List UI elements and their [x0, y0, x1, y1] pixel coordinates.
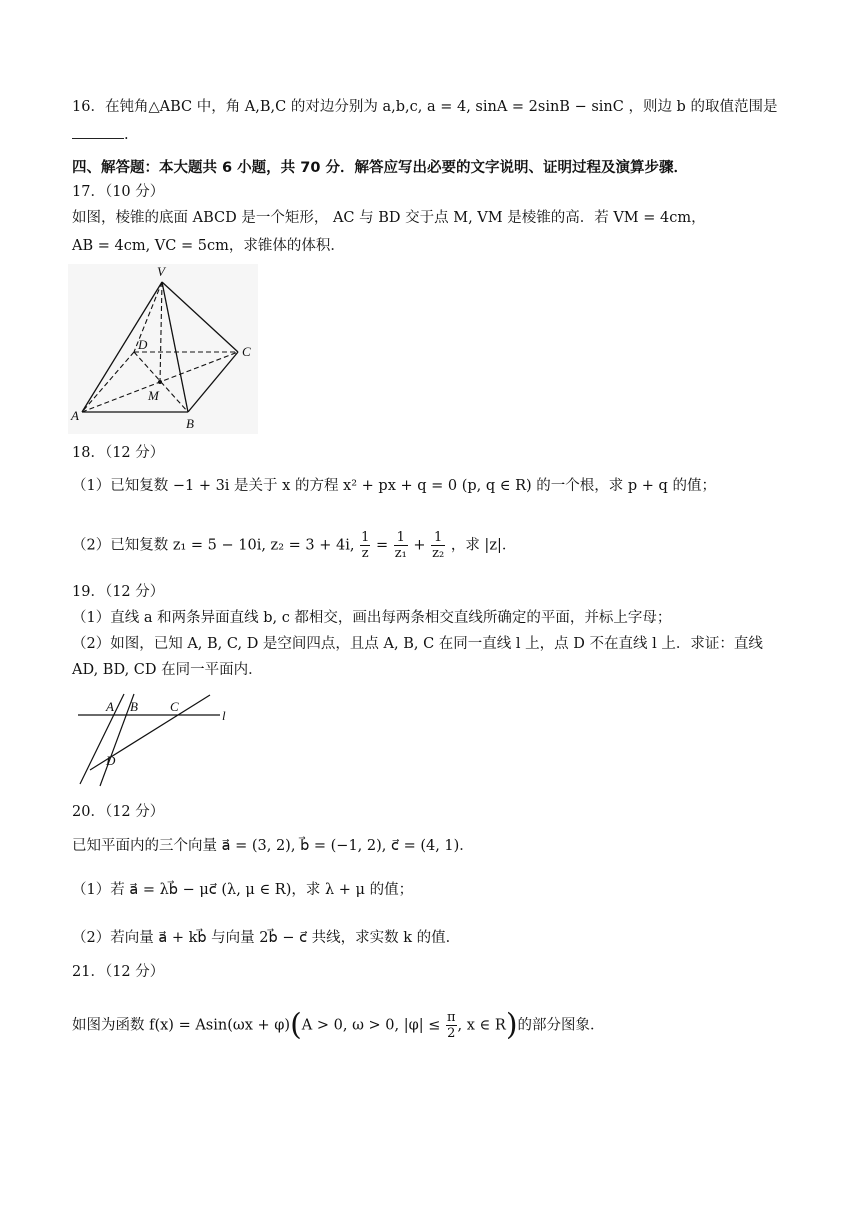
fraction-pi-over-2 [446, 1010, 457, 1041]
fraction-1-over-z [360, 530, 370, 561]
label-B: B [130, 699, 138, 714]
frac-den: z [361, 546, 369, 561]
section-heading: 四、解答题：本大题共 6 小题，共 70 分．解答应写出必要的文字说明、证明过程及演算步骤． [72, 160, 688, 176]
q18-head: 18．（12 分） [72, 445, 165, 461]
label-A: A [71, 408, 79, 423]
q18-part2-pre: （2）已知复数 z₁ = 5 − 10i, z₂ = 3 + 4i, [72, 537, 355, 554]
paren-close: ) [505, 1007, 518, 1043]
q19-part1: （1）直线 a 和两条异面直线 b, c 都相交，画出每两条相交直线所确定的平面，并标上字母； [72, 610, 672, 626]
frac-den: z₂ [432, 546, 445, 561]
q21-condition-pre: A > 0, ω > 0, |φ| ≤ [301, 1017, 441, 1034]
q16-tail: . [124, 127, 129, 143]
q19-head: 19．（12 分） [72, 584, 165, 600]
fraction-1-over-z1 [394, 530, 408, 561]
q21-head: 21．（12 分） [72, 964, 165, 980]
q20-head: 20．（12 分） [72, 804, 165, 820]
frac-num: 1 [394, 530, 408, 546]
frac-den: z₁ [394, 546, 407, 561]
q16-statement: 16．在钝角△ABC 中，角 A,B,C 的对边分别为 a,b,c, a = 4, sinA = 2sinB − sinC ，则边 b 的取值范围是 [72, 99, 778, 115]
q17-line2: AB = 4cm, VC = 5cm，求锥体的体积． [72, 238, 345, 254]
frac-num: π [447, 1010, 456, 1025]
q21-statement [72, 1007, 605, 1043]
label-B: B [186, 416, 194, 431]
label-D: D [138, 337, 148, 352]
label-V: V [157, 264, 165, 279]
q17-line1: 如图，棱锥的底面 ABCD 是一个矩形， AC 与 BD 交于点 M, VM 是棱锥的高．若 VM = 4cm， [72, 210, 706, 226]
label-l: l [222, 708, 226, 723]
label-A: A [106, 699, 114, 714]
answer-blank[interactable] [72, 124, 124, 139]
label-M: M [148, 388, 159, 403]
q21-function: 如图为函数 f(x) = Asin(ωx + φ) [72, 1017, 291, 1034]
q20-part2: （2）若向量 a⃗ + kb⃗ 与向量 2b⃗ − c⃗ 共线，求实数 k 的值． [72, 930, 461, 946]
q16-answer-line [72, 124, 129, 145]
frac-num: 1 [361, 530, 370, 545]
q20-part1: （1）若 a⃗ = λb⃗ − μc⃗ (λ, μ ∈ R)，求 λ + μ 的值； [72, 882, 414, 898]
q21-condition-post: , x ∈ R [457, 1017, 506, 1034]
q18-part2-post: ，求 |z|． [450, 537, 517, 554]
q20-intro: 已知平面内的三个向量 a⃗ = (3, 2), b⃗ = (−1, 2), c⃗ = (4, 1)． [72, 838, 474, 854]
q19-part2-line1: （2）如图，已知 A, B, C, D 是空间四点，且点 A, B, C 在同一直线 l 上，点 D 不在直线 l 上．求证：直线 [72, 636, 763, 652]
lines-figure [72, 690, 242, 790]
paren-open: ( [290, 1007, 302, 1043]
point-M [158, 380, 162, 384]
label-D: D [106, 753, 116, 768]
q18-part1: （1）已知复数 −1 + 3i 是关于 x 的方程 x² + px + q = 0 (p, q ∈ R) 的一个根，求 p + q 的值； [72, 478, 716, 494]
label-C: C [242, 344, 251, 359]
frac-den: 2 [447, 1026, 456, 1041]
q21-tail: 的部分图象． [517, 1017, 605, 1034]
frac-num: 1 [431, 530, 445, 546]
q19-part2-line2: AD, BD, CD 在同一平面内． [72, 662, 263, 678]
fraction-1-over-z2 [431, 530, 445, 561]
q17-head: 17．（10 分） [72, 184, 165, 200]
pyramid-figure [68, 264, 258, 434]
q18-part2: （2）已知复数 z₁ = 5 − 10i, z₂ = 3 + 4i, $\frac{1}{z}$ = $\frac{1}{\text{z₁}}$ + $\frac{1}{\text{z₂}}$ ，求 |z|． [72, 530, 517, 561]
label-C: C [170, 699, 179, 714]
q16-text [72, 97, 777, 117]
